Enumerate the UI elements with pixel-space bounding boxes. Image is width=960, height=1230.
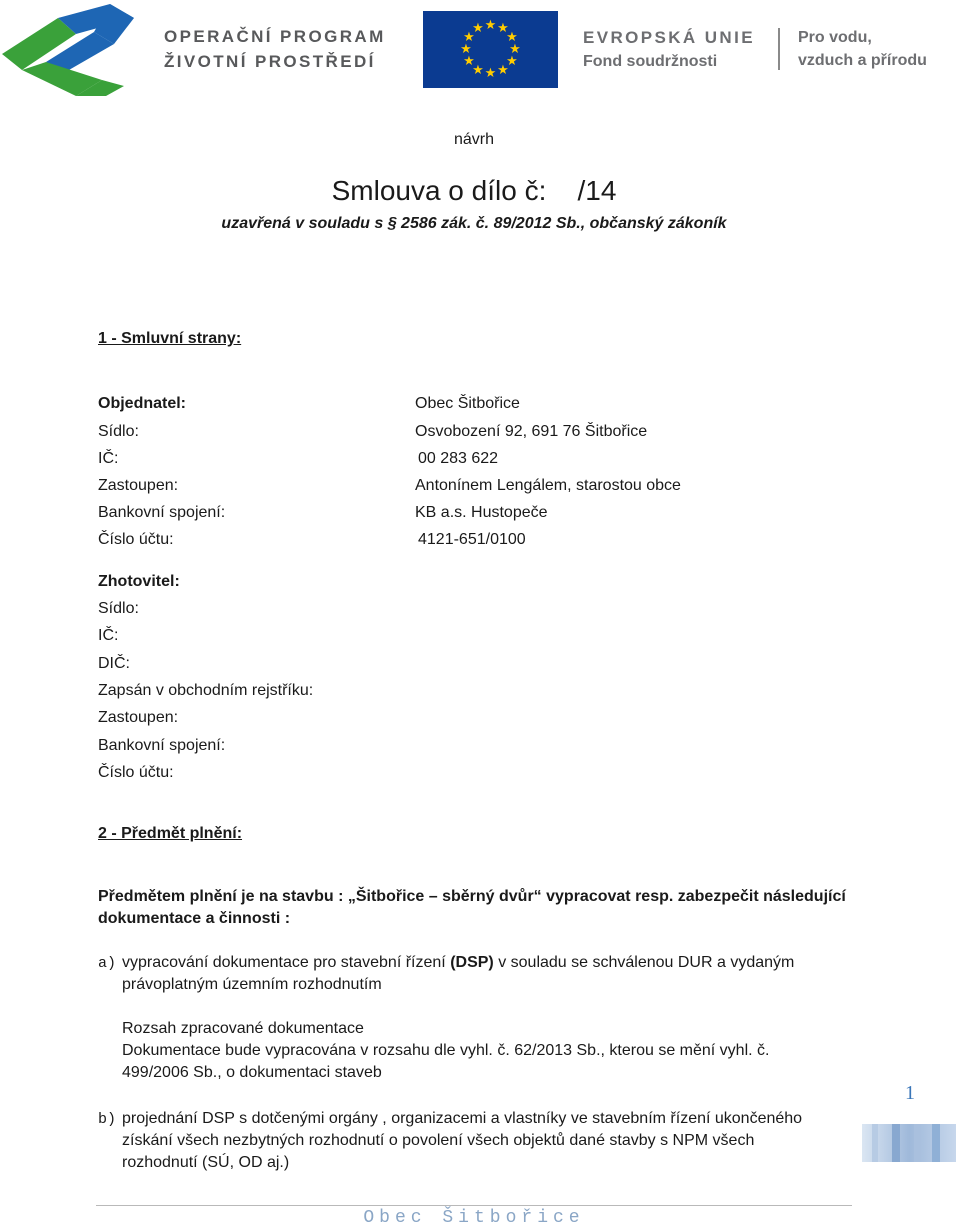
- client-label: Zastoupen:: [98, 477, 179, 494]
- client-label: Sídlo:: [98, 423, 139, 440]
- header-divider: [778, 28, 780, 70]
- item-text-bold: (DSP): [450, 954, 494, 971]
- svg-text:★: ★: [506, 54, 518, 69]
- client-value: KB a.s. Hustopeče: [415, 504, 548, 521]
- svg-text:★: ★: [463, 30, 475, 45]
- scope-line: Dokumentace bude vypracována v rozsahu dle vyhl. č. 62/2013 Sb., kterou se mění vyhl. č.: [122, 1042, 770, 1059]
- client-account-value: 4121-651/0100: [418, 531, 526, 548]
- page-number: 1: [905, 1082, 915, 1104]
- footer-divider: [96, 1205, 852, 1206]
- client-role-label: Objednatel:: [98, 395, 187, 412]
- svg-text:★: ★: [484, 66, 497, 81]
- footer-text: Obec Šitbořice: [363, 1208, 585, 1228]
- svg-text:★: ★: [509, 42, 521, 57]
- client-value: Obec Šitbořice: [415, 395, 520, 412]
- item-marker: b): [98, 1111, 117, 1128]
- client-value: 00 283 622: [418, 450, 499, 467]
- list-item: [122, 1108, 852, 1174]
- svg-text:★: ★: [472, 63, 484, 78]
- svg-text:★: ★: [497, 63, 509, 78]
- fund-label: Fond soudržnosti: [583, 53, 718, 70]
- client-label: Bankovní spojení:: [98, 504, 226, 521]
- section1-heading: 1 - Smluvní strany:: [98, 330, 242, 347]
- program-name-line2: ŽIVOTNÍ PROSTŘEDÍ: [164, 52, 376, 71]
- item-line: projednání DSP s dotčenými orgány , organizacemi a vlastníky ve stavebním řízení ukončeného: [122, 1110, 803, 1127]
- client-value: Antonínem Lengálem, starostou obce: [415, 477, 681, 494]
- client-value: Osvobození 92, 691 76 Šitbořice: [415, 423, 648, 440]
- contractor-label: Číslo účtu:: [98, 764, 174, 781]
- svg-text:★: ★: [484, 18, 497, 33]
- contractor-label: IČ:: [98, 627, 119, 644]
- item-line: právoplatným územním rozhodnutím: [122, 976, 382, 993]
- item-line: [122, 952, 842, 974]
- item-text: vypracování dokumentace pro stavební řízení: [122, 954, 451, 971]
- contractor-label: Sídlo:: [98, 600, 139, 617]
- contractor-label: Zapsán v obchodním rejstříku:: [98, 682, 314, 699]
- item-line: získání všech nezbytných rozhodnutí o povolení všech objektů dané stavby s NPM všech: [122, 1132, 755, 1149]
- client-label: Číslo účtu:: [98, 531, 174, 548]
- scope-line: 499/2006 Sb., o dokumentaci staveb: [122, 1064, 382, 1081]
- subject-intro-line1: Předmětem plnění je na stavbu : „Šitbořice – sběrný dvůr“ vypracovat resp. zabezpečit následující: [98, 888, 846, 905]
- document-title: Smlouva o dílo č: /14: [331, 175, 617, 206]
- list-item: [122, 952, 842, 996]
- page-tab-decoration: [862, 1124, 956, 1162]
- svg-text:★: ★: [472, 21, 484, 36]
- document-subtitle: uzavřená v souladu s § 2586 zák. č. 89/2012 Sb., občanský zákoník: [221, 215, 727, 232]
- section2-heading: 2 - Předmět plnění:: [98, 825, 243, 842]
- draft-label: návrh: [453, 131, 495, 148]
- item-marker: a): [98, 955, 117, 972]
- contractor-role-label: Zhotovitel:: [98, 573, 180, 590]
- scope-block: [122, 1018, 842, 1084]
- opzp-logo: [2, 4, 138, 96]
- program-name-line1: OPERAČNÍ PROGRAM: [164, 27, 386, 46]
- item-text: v souladu se schválenou DUR a vydaným: [493, 954, 795, 971]
- item-line: rozhodnutí (SÚ, OD aj.): [122, 1154, 290, 1171]
- svg-text:★: ★: [463, 54, 475, 69]
- subject-intro-line2: dokumentace a činnosti :: [98, 910, 291, 927]
- motto-line1: Pro vodu,: [798, 29, 872, 46]
- svg-text:★: ★: [506, 30, 518, 45]
- eu-label: EVROPSKÁ UNIE: [583, 28, 755, 47]
- client-label: IČ:: [98, 450, 119, 467]
- motto-line2: vzduch a přírodu: [798, 52, 927, 69]
- scope-heading: Rozsah zpracované dokumentace: [122, 1020, 364, 1037]
- contractor-label: Zastoupen:: [98, 709, 179, 726]
- eu-flag-icon: [423, 11, 558, 88]
- svg-text:★: ★: [497, 21, 509, 36]
- svg-text:★: ★: [460, 42, 472, 57]
- subject-intro: [98, 886, 878, 930]
- contractor-label: DIČ:: [98, 655, 130, 672]
- contractor-label: Bankovní spojení:: [98, 737, 226, 754]
